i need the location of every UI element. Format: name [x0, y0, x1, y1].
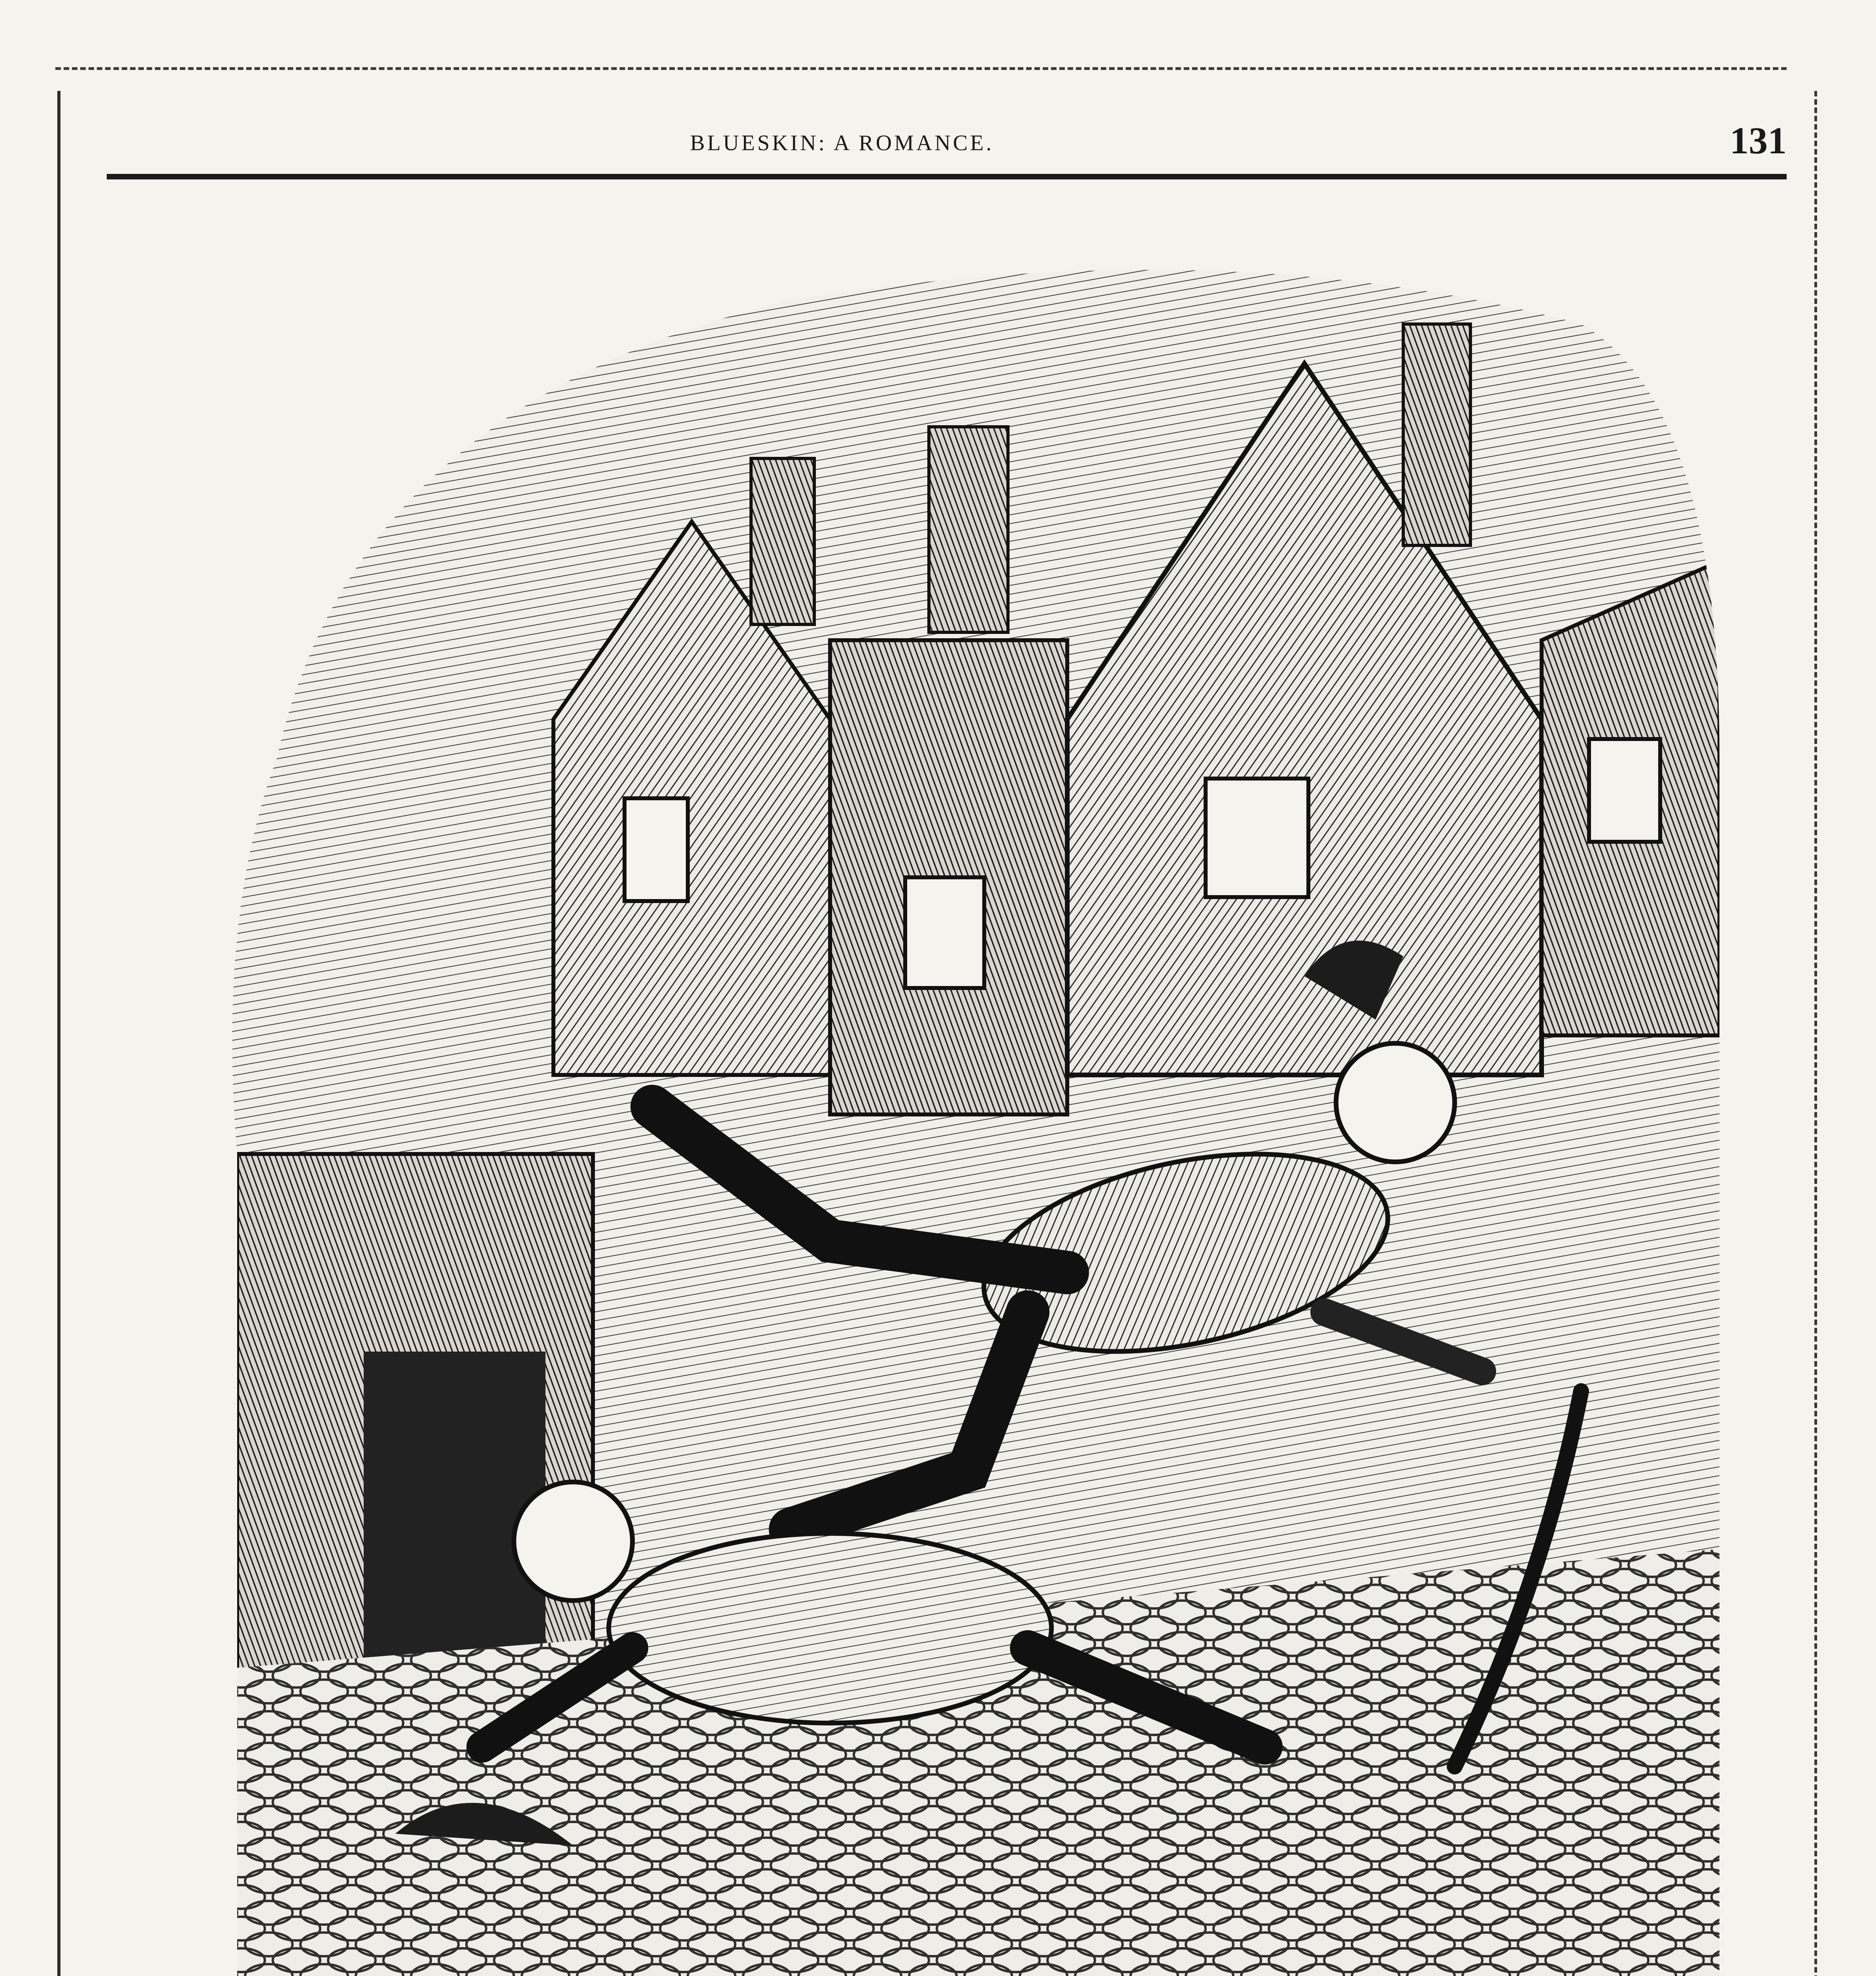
header-rule [107, 174, 1787, 179]
page-edge-top [55, 67, 1787, 70]
page-number: 131 [1730, 119, 1787, 162]
page-edge-left [57, 91, 60, 1976]
page-edge-right [1814, 91, 1817, 1976]
running-title: BLUESKIN: A ROMANCE. [690, 131, 994, 155]
street-chase-engraving [158, 206, 1719, 1976]
